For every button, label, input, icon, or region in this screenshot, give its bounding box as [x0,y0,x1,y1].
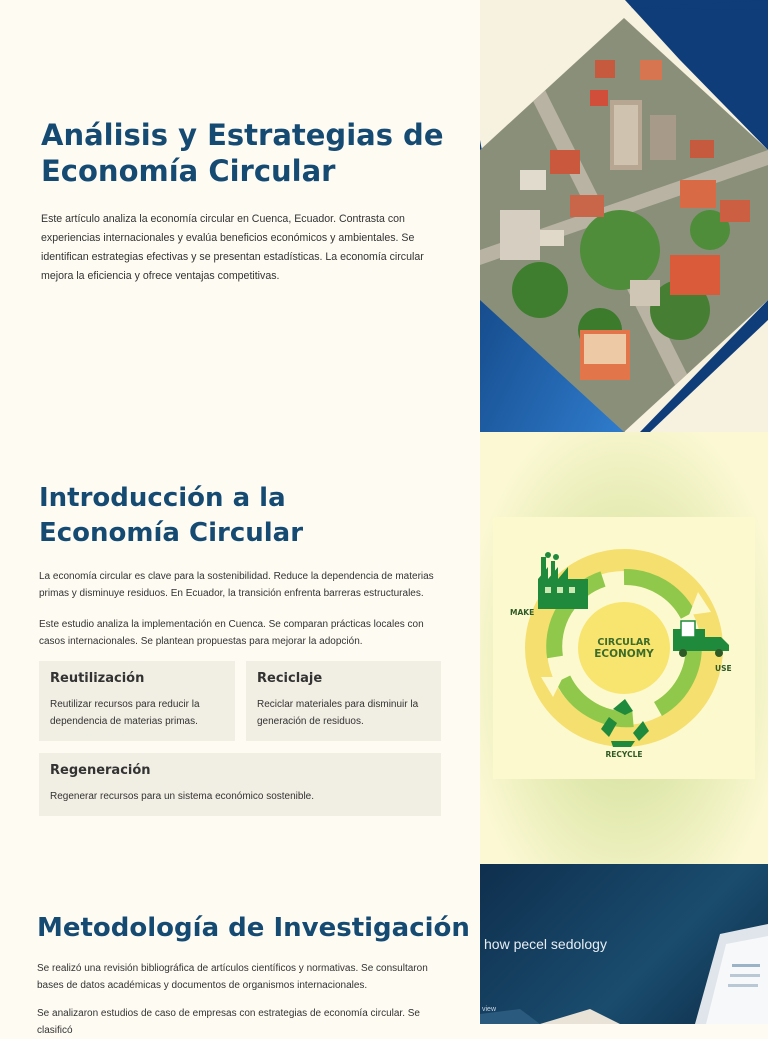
card-text: Reutilizar recursos para reducir la dependencia de materias primas. [50,699,200,727]
cycle-graphic [493,517,755,779]
method-heading: Metodología de Investigación [37,913,470,943]
intro-heading: Introducción a la Economía Circular [39,483,304,548]
image-column [480,0,768,1024]
card-text: Regenerar recursos para un sistema económico sostenible. [50,791,315,802]
intro-paragraph-2: Este estudio analiza la implementación en Cuenca. Se comparan prácticas locales con casos internacionales. Se plantean propuestas para mejorar la adopción. [39,619,424,647]
city-illustration [480,0,768,432]
center-label-1: CIRCULAR [597,637,651,648]
intro-paragraph-1: La economía circular es clave para la sostenibilidad. Reduce la dependencia de materias primas y disminuye residuos. En Ecuador, la transición enfrenta barreras estructurales. [39,571,434,599]
use-label: USE [715,664,732,673]
method-paragraph-2: Se analizaron estudios de caso de empresas con estrategias de economía circular. Se clasificó [37,1008,420,1036]
card-regeneracion [39,753,441,816]
card-reciclaje [246,661,441,741]
card-text: Reciclar materiales para disminuir la generación de residuos. [257,699,419,727]
research-image [480,864,768,1024]
page-title: Análisis y Estrategias de Economía Circular [41,118,444,188]
card-title: Reciclaje [257,671,323,686]
card-title: Reutilización [50,671,145,686]
card-title: Regeneración [50,763,151,778]
image-small-text: view [482,1006,497,1013]
tablet-illustration [480,864,768,1024]
circular-economy-diagram [480,432,768,864]
center-label-2: ECONOMY [594,648,654,660]
make-label: MAKE [510,608,535,617]
diagram-card [493,517,755,779]
lead-paragraph: Este artículo analiza la economía circular en Cuenca, Ecuador. Contrasta con experiencias internacionales y evalúa beneficios económicos y ambientales. Se identifican estrategias efectivas y se presentan estadísticas. La economía circular mejora la eficiencia y ofrece ventajas competitivas. [41,213,424,282]
method-paragraph-1: Se realizó una revisión bibliográfica de artículos científicos y normativas. Se consultaron bases de datos académicas y documentos de organismos internacionales. [37,963,428,991]
card-reutilizacion [39,661,235,741]
recycle-label: RECYCLE [605,750,643,759]
city-aerial-image [480,0,768,432]
image-caption: how pecel sedology [484,936,607,952]
